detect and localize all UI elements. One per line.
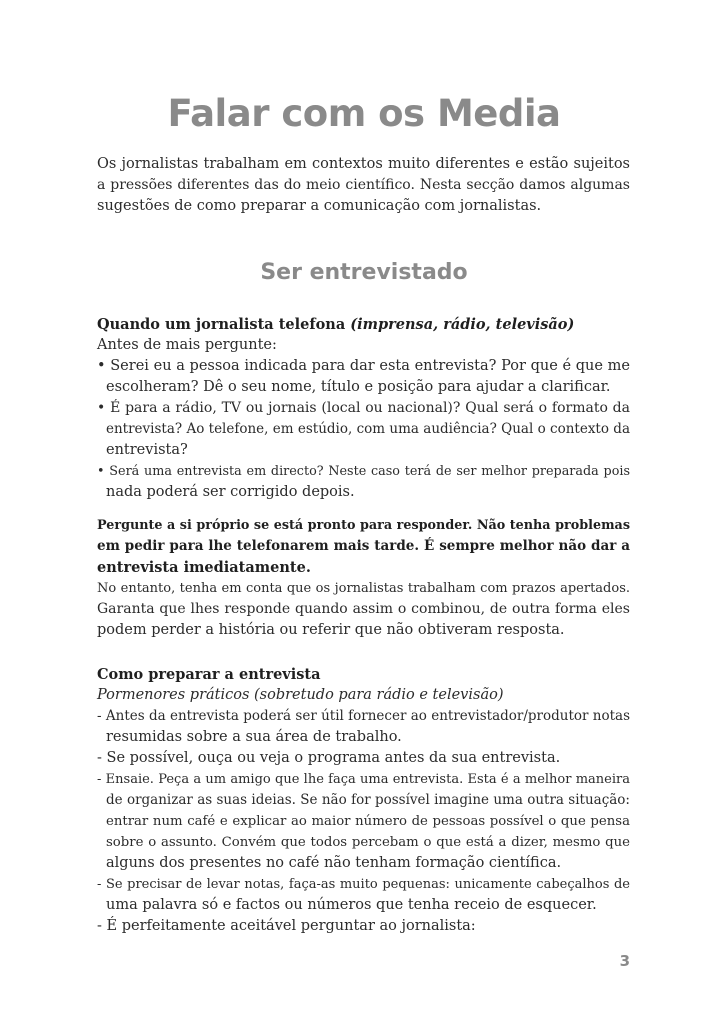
bullet-line: escolheram? Dê o seu nome, título e posição para ajudar a clarificar. — [106, 379, 611, 395]
prepare-subheading: Pormenores práticos (sobretudo para rádio e televisão) — [97, 687, 504, 703]
readiness-bold-line: em pedir para lhe telefonarem mais tarde. É sempre melhor não dar a — [97, 538, 630, 554]
phone-call-section — [97, 314, 630, 503]
prepare-line: resumidas sobre a sua área de trabalho. — [106, 729, 402, 745]
prepare-line: - Se precisar de levar notas, faça-as muito pequenas: unicamente cabeçalhos de — [97, 877, 630, 892]
prepare-line: alguns dos presentes no café não tenham formação científica. — [106, 855, 562, 871]
readiness-line: Garanta que lhes responde quando assim o combinou, de outra forma eles — [97, 601, 630, 617]
readiness-bold-line: Pergunte a si próprio se está pronto para responder. Não tenha problemas — [97, 518, 630, 533]
prepare-line: sobre o assunto. Convém que todos percebam o que está a dizer, mesmo que — [106, 835, 630, 850]
page-number: 3 — [619, 952, 630, 970]
section-title: Ser entrevistado — [260, 260, 468, 285]
intro-line: sugestões de como preparar a comunicação com jornalistas. — [97, 198, 542, 214]
readiness-section — [97, 515, 630, 641]
readiness-bold-line: entrevista imediatamente. — [97, 559, 311, 576]
phone-call-heading — [97, 314, 630, 335]
phone-call-heading-italic: (imprensa, rádio, televisão) — [350, 316, 575, 333]
readiness-line: podem perder a história ou referir que não obtiveram resposta. — [97, 622, 565, 638]
phone-call-intro: Antes de mais pergunte: — [97, 337, 277, 353]
bullet-line: • Serei eu a pessoa indicada para dar esta entrevista? Por que é que me — [97, 358, 630, 374]
prepare-line: - É perfeitamente aceitável perguntar ao jornalista: — [97, 918, 476, 934]
bullet-line: entrevista? — [106, 442, 188, 458]
phone-call-heading-bold: Quando um jornalista telefona — [97, 316, 351, 333]
page-title: Falar com os Media — [167, 92, 561, 135]
prepare-line: - Se possível, ouça ou veja o programa antes da sua entrevista. — [97, 750, 561, 766]
intro-paragraph — [97, 154, 630, 217]
prepare-line: - Antes da entrevista poderá ser útil fornecer ao entrevistador/produtor notas — [97, 708, 630, 724]
prepare-heading: Como preparar a entrevista — [97, 666, 321, 683]
prepare-section — [97, 664, 630, 937]
prepare-line: uma palavra só e factos ou números que tenha receio de esquecer. — [106, 897, 597, 913]
intro-line: Os jornalistas trabalham em contextos muito diferentes e estão sujeitos — [97, 156, 630, 172]
prepare-line: - Ensaie. Peça a um amigo que lhe faça uma entrevista. Esta é a melhor maneira — [97, 772, 630, 787]
readiness-line: No entanto, tenha em conta que os jornalistas trabalham com prazos apertados. — [97, 581, 630, 596]
bullet-line: entrevista? Ao telefone, em estúdio, com uma audiência? Qual o contexto da — [106, 421, 630, 437]
prepare-line: entrar num café e explicar ao maior número de pessoas possível o que pensa — [106, 814, 630, 829]
intro-line: a pressões diferentes das do meio científico. Nesta secção damos algumas — [97, 177, 630, 193]
bullet-line: nada poderá ser corrigido depois. — [106, 484, 355, 500]
bullet-line: • É para a rádio, TV ou jornais (local ou nacional)? Qual será o formato da — [97, 400, 630, 416]
prepare-line: de organizar as suas ideias. Se não for possível imagine uma outra situação: — [106, 792, 630, 808]
bullet-line: • Será uma entrevista em directo? Neste caso terá de ser melhor preparada pois — [97, 464, 630, 479]
